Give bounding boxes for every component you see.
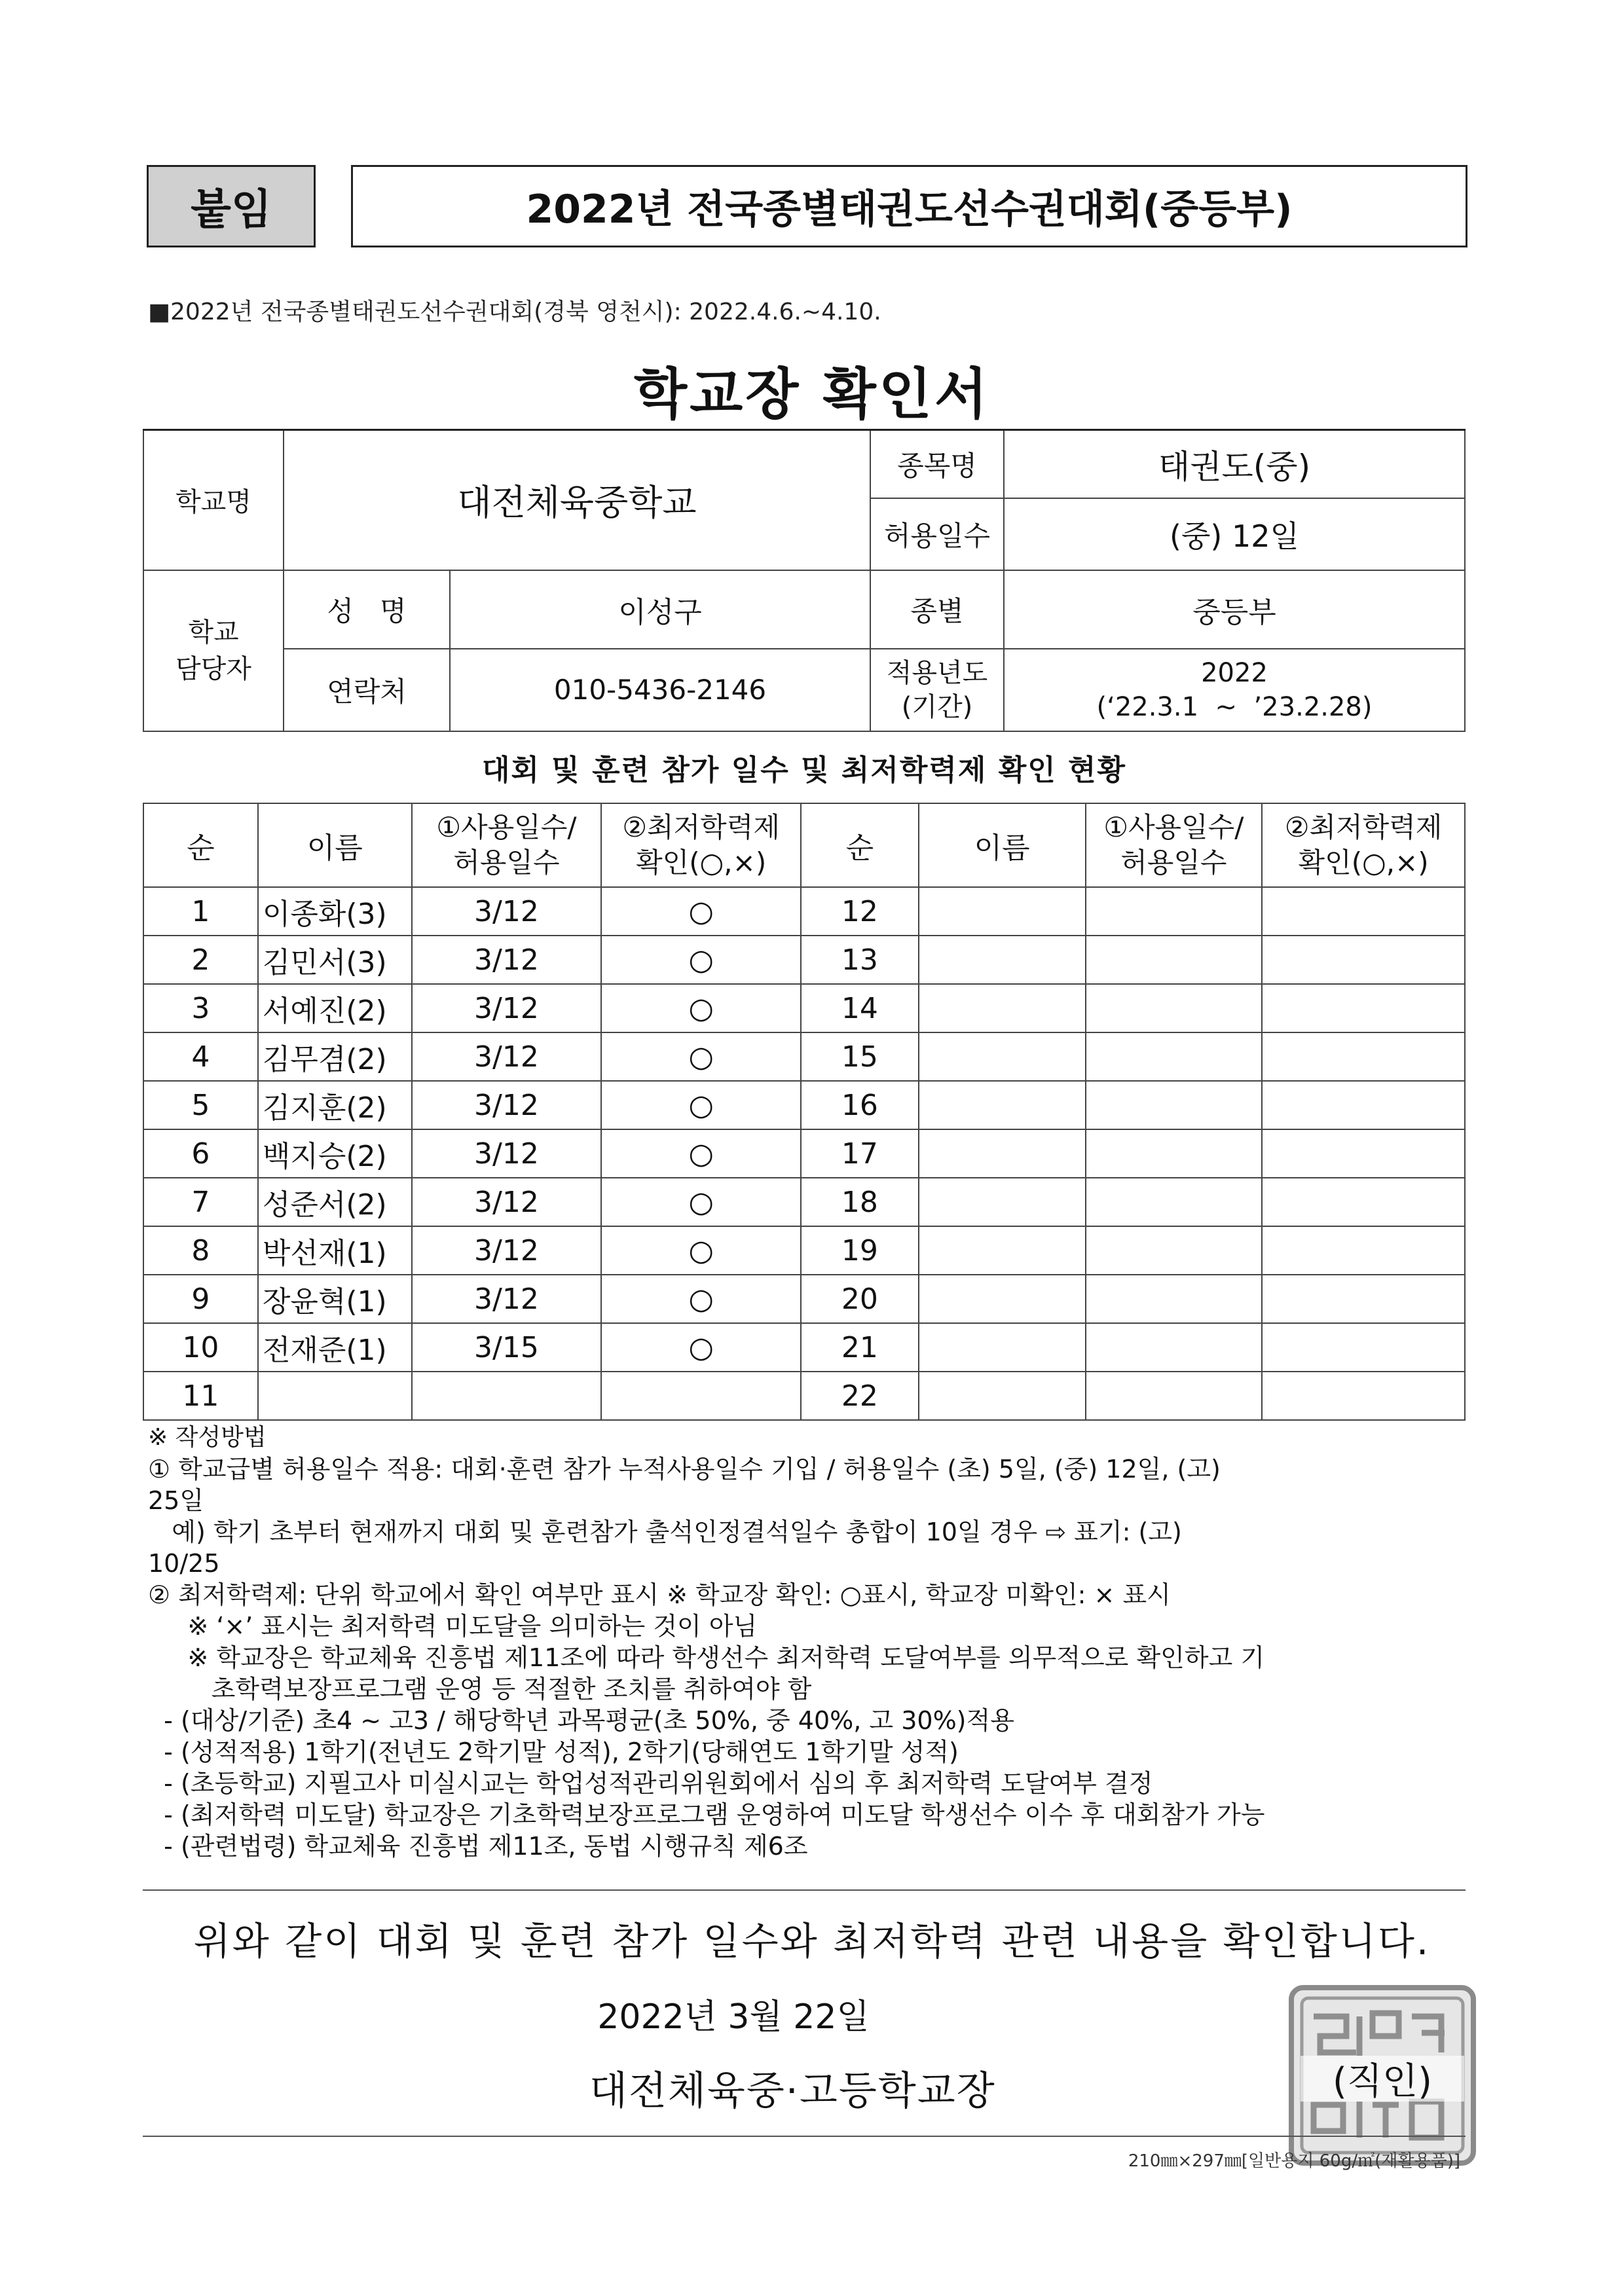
col-header-check: ②최저학력제 확인(○,×) <box>601 803 801 887</box>
row-check: ○ <box>601 1129 801 1178</box>
note-line: 25일 <box>148 1486 204 1515</box>
row-days-2 <box>1086 1081 1263 1129</box>
row-days: 3/12 <box>412 984 602 1032</box>
event-value: 태권도(중) <box>1004 430 1465 498</box>
row-days-2 <box>1086 984 1263 1032</box>
row-check: ○ <box>601 936 801 984</box>
header-title-box <box>351 165 1467 247</box>
note-line: ② 최저학력제: 단위 학교에서 확인 여부만 표시 ※ 학교장 확인: ○표시, 학교장 미확인: × 표시 <box>148 1580 1171 1609</box>
table-header-row <box>143 803 1465 887</box>
row-days: 3/12 <box>412 1129 602 1178</box>
table-row <box>143 1081 1465 1129</box>
table-row <box>143 984 1465 1032</box>
row-days: 3/12 <box>412 1178 602 1226</box>
confirm-statement: 위와 같이 대회 및 훈련 참가 일수와 최저학력 관련 내용을 확인합니다. <box>193 1919 1431 1963</box>
table-row <box>143 1275 1465 1323</box>
table-row <box>143 887 1465 936</box>
row-no: 3 <box>143 984 258 1032</box>
row-check: ○ <box>601 984 801 1032</box>
row-days: 3/12 <box>412 887 602 936</box>
row-name-2 <box>919 1323 1086 1372</box>
bottom-divider <box>143 2136 1466 2137</box>
row-name: 김무겸(2) <box>258 1032 412 1081</box>
row-check: ○ <box>601 1178 801 1226</box>
note-line: 초학력보장프로그램 운영 등 적절한 조치를 취하여야 함 <box>148 1675 812 1704</box>
attachment-tag-label: 붙임 <box>191 186 272 234</box>
col-header-no: 순 <box>143 803 258 887</box>
row-name-2 <box>919 887 1086 936</box>
row-name <box>258 1372 412 1420</box>
row-days: 3/12 <box>412 1081 602 1129</box>
table-row <box>143 1372 1465 1420</box>
row-name: 김지훈(2) <box>258 1081 412 1129</box>
row-name-2 <box>919 1275 1086 1323</box>
row-no-2: 19 <box>801 1226 919 1275</box>
row-no: 8 <box>143 1226 258 1275</box>
apply-year-cell <box>1004 649 1465 731</box>
table-row <box>143 1178 1465 1226</box>
row-days-2 <box>1086 1226 1263 1275</box>
row-check: ○ <box>601 887 801 936</box>
row-check-2 <box>1262 984 1465 1032</box>
event-label: 종목명 <box>870 430 1004 498</box>
row-name-2 <box>919 1032 1086 1081</box>
contact-label: 연락처 <box>284 649 450 731</box>
division-value: 중등부 <box>1004 570 1465 649</box>
col-header-days: ①사용일수/ 허용일수 <box>412 803 602 887</box>
row-name-2 <box>919 984 1086 1032</box>
row-no: 6 <box>143 1129 258 1178</box>
row-check-2 <box>1262 1372 1465 1420</box>
attachment-tag <box>147 165 316 247</box>
row-check: ○ <box>601 1323 801 1372</box>
row-name-2 <box>919 936 1086 984</box>
note-line: - (초등학교) 지필고사 미실시교는 학업성적관리위원회에서 심의 후 최저학력 도달여부 결정 <box>148 1769 1153 1798</box>
note-line: 10/25 <box>148 1549 220 1578</box>
table-row <box>143 1226 1465 1275</box>
row-days: 3/12 <box>412 1226 602 1275</box>
col-header-no-2: 순 <box>801 803 919 887</box>
row-days-2 <box>1086 1275 1263 1323</box>
row-no-2: 15 <box>801 1032 919 1081</box>
col-header-check-2: ②최저학력제 확인(○,×) <box>1262 803 1465 887</box>
row-check-2 <box>1262 1323 1465 1372</box>
note-line: - (관련법령) 학교체육 진흥법 제11조, 동법 시행규칙 제6조 <box>148 1832 808 1861</box>
manager-name-label: 성 명 <box>284 570 450 649</box>
row-check: ○ <box>601 1081 801 1129</box>
row-check: ○ <box>601 1226 801 1275</box>
header-title: 2022년 전국종별태권도선수권대회(중등부) <box>526 187 1293 232</box>
row-no: 10 <box>143 1323 258 1372</box>
col-header-name: 이름 <box>258 803 412 887</box>
row-no: 11 <box>143 1372 258 1420</box>
row-days: 3/12 <box>412 1032 602 1081</box>
manager-label: 학교 담당자 <box>143 570 284 731</box>
school-name: 대전체육중학교 <box>284 430 870 570</box>
writing-notes <box>148 1422 1464 1862</box>
info-table <box>143 429 1466 732</box>
row-name-2 <box>919 1081 1086 1129</box>
row-days <box>412 1372 602 1420</box>
apply-year-value: 2022 <box>1201 657 1268 688</box>
row-no-2: 20 <box>801 1275 919 1323</box>
note-line: - (성적적용) 1학기(전년도 2학기말 성적), 2학기(당해연도 1학기말 성적) <box>148 1738 959 1766</box>
row-no: 4 <box>143 1032 258 1081</box>
row-no: 7 <box>143 1178 258 1226</box>
row-no-2: 21 <box>801 1323 919 1372</box>
note-line: - (최저학력 미도달) 학교장은 기초학력보장프로그램 운영하여 미도달 학생선수 이수 후 대회참가 가능 <box>148 1800 1265 1829</box>
row-name: 서예진(2) <box>258 984 412 1032</box>
row-check-2 <box>1262 936 1465 984</box>
row-days: 3/12 <box>412 936 602 984</box>
row-name: 장윤혁(1) <box>258 1275 412 1323</box>
note-line: ※ ‘×’ 표시는 최저학력 미도달을 의미하는 것이 아님 <box>148 1612 758 1641</box>
confirm-date: 2022년 3월 22일 <box>597 1997 870 2037</box>
row-check: ○ <box>601 1032 801 1081</box>
section-title: 대회 및 훈련 참가 일수 및 최저학력제 확인 현황 <box>481 754 1127 787</box>
note-line: ※ 학교장은 학교체육 진흥법 제11조에 따라 학생선수 최저학력 도달여부를 의무적으로 확인하고 기 <box>148 1643 1265 1672</box>
row-check-2 <box>1262 1226 1465 1275</box>
row-check-2 <box>1262 1032 1465 1081</box>
table-row <box>143 1032 1465 1081</box>
col-header-name-2: 이름 <box>919 803 1086 887</box>
row-name-2 <box>919 1178 1086 1226</box>
signer-name: 대전체육중·고등학교장 <box>589 2068 996 2114</box>
row-name-2 <box>919 1226 1086 1275</box>
row-no-2: 22 <box>801 1372 919 1420</box>
row-no: 1 <box>143 887 258 936</box>
note-line: - (대상/기준) 초4 ~ 고3 / 해당학년 과목평균(초 50%, 중 40%, 고 30%)적용 <box>148 1706 1014 1735</box>
row-check: ○ <box>601 1275 801 1323</box>
row-name: 김민서(3) <box>258 936 412 984</box>
row-name: 전재준(1) <box>258 1323 412 1372</box>
row-no-2: 18 <box>801 1178 919 1226</box>
school-label: 학교명 <box>143 430 284 570</box>
row-name: 성준서(2) <box>258 1178 412 1226</box>
row-check-2 <box>1262 1178 1465 1226</box>
note-line: ※ 작성방법 <box>148 1424 267 1451</box>
note-line: 예) 학기 초부터 현재까지 대회 및 훈련참가 출석인정결석일수 총합이 10일 경우 ⇨ 표기: (고) <box>148 1518 1182 1546</box>
paper-spec: 210㎜×297㎜[일반용지 60g/㎡(재활용품)] <box>1128 2151 1460 2171</box>
row-check-2 <box>1262 887 1465 936</box>
row-no-2: 16 <box>801 1081 919 1129</box>
row-days-2 <box>1086 1032 1263 1081</box>
row-days-2 <box>1086 1323 1263 1372</box>
row-days-2 <box>1086 936 1263 984</box>
allowed-days-value: (중) 12일 <box>1004 498 1465 570</box>
note-line: ① 학교급별 허용일수 적용: 대회·훈련 참가 누적사용일수 기입 / 허용일수 (초) 5일, (중) 12일, (고) <box>148 1455 1221 1484</box>
row-no-2: 17 <box>801 1129 919 1178</box>
division-label: 종별 <box>870 570 1004 649</box>
participation-table <box>143 803 1466 1421</box>
allowed-days-label: 허용일수 <box>870 498 1004 570</box>
row-no-2: 14 <box>801 984 919 1032</box>
col-header-days-2: ①사용일수/ 허용일수 <box>1086 803 1263 887</box>
divider-line <box>143 1889 1466 1891</box>
row-no: 5 <box>143 1081 258 1129</box>
row-no: 2 <box>143 936 258 984</box>
row-days-2 <box>1086 1129 1263 1178</box>
row-name: 백지승(2) <box>258 1129 412 1178</box>
row-name: 이종화(3) <box>258 887 412 936</box>
row-days-2 <box>1086 887 1263 936</box>
manager-name-value: 이성구 <box>450 570 870 649</box>
row-days-2 <box>1086 1372 1263 1420</box>
row-check <box>601 1372 801 1420</box>
table-row <box>143 936 1465 984</box>
row-days: 3/12 <box>412 1275 602 1323</box>
row-check-2 <box>1262 1081 1465 1129</box>
row-no-2: 12 <box>801 887 919 936</box>
event-line: ■2022년 전국종별태권도선수권대회(경북 영천시): 2022.4.6.~4.10. <box>148 299 881 325</box>
row-check-2 <box>1262 1275 1465 1323</box>
seal-mark-label: (직인) <box>1301 2056 1464 2102</box>
row-no-2: 13 <box>801 936 919 984</box>
table-row <box>143 1323 1465 1372</box>
apply-period-value: (‘22.3.1 ~ ’23.2.28) <box>1096 691 1373 722</box>
row-name: 박선재(1) <box>258 1226 412 1275</box>
document-title: 학교장 확인서 <box>633 362 991 426</box>
row-days: 3/15 <box>412 1323 602 1372</box>
table-row <box>143 1129 1465 1178</box>
row-days-2 <box>1086 1178 1263 1226</box>
row-check-2 <box>1262 1129 1465 1178</box>
row-no: 9 <box>143 1275 258 1323</box>
contact-value: 010-5436-2146 <box>450 649 870 731</box>
row-name-2 <box>919 1129 1086 1178</box>
apply-year-label: 적용년도 (기간) <box>870 649 1004 731</box>
official-seal-stamp <box>1287 1984 1477 2167</box>
row-name-2 <box>919 1372 1086 1420</box>
